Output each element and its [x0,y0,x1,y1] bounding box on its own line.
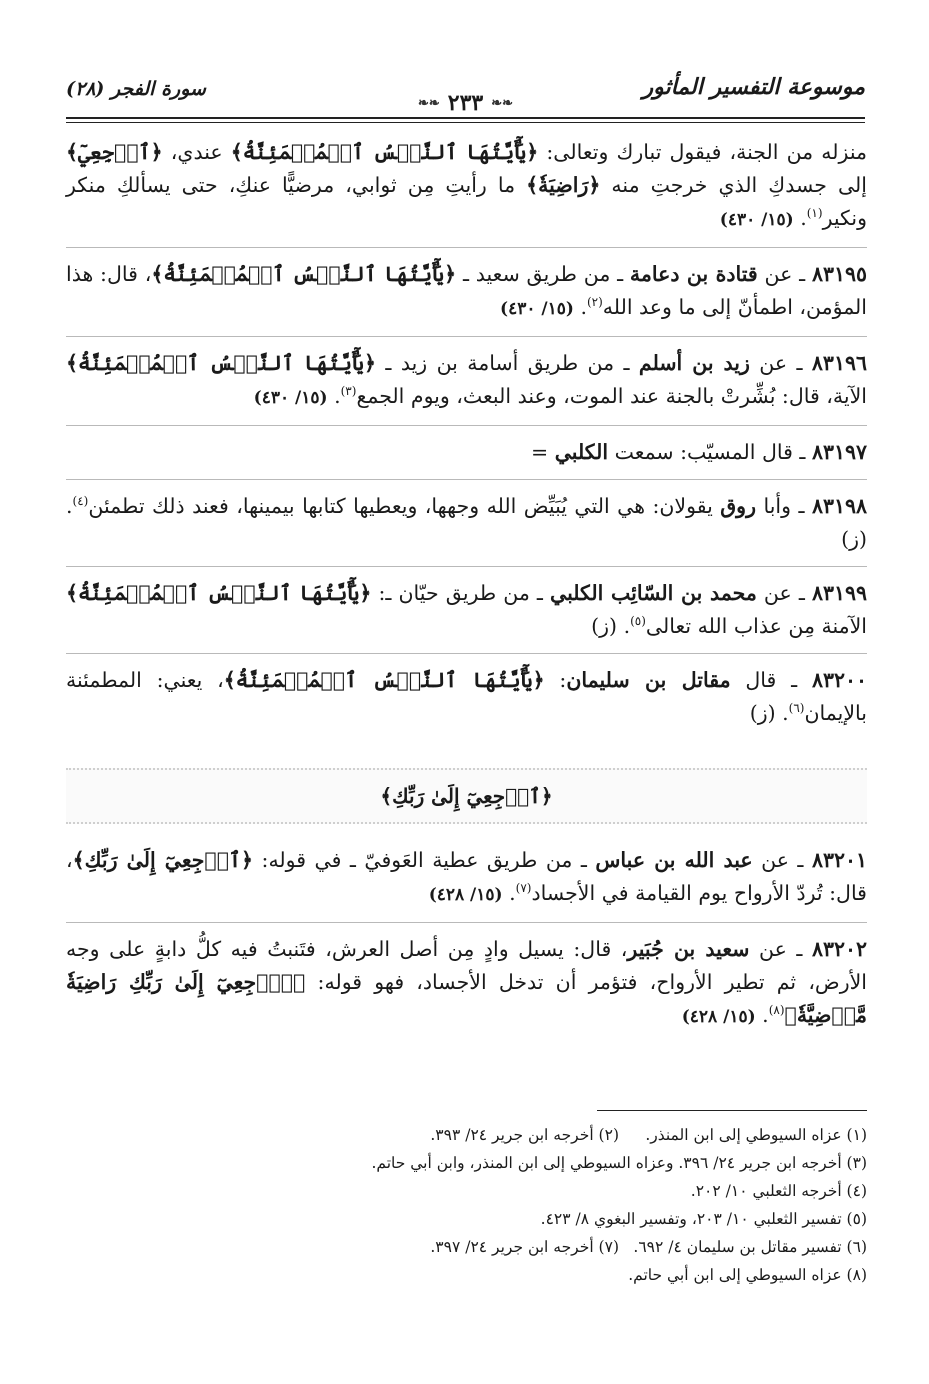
ornament-icon: ❧❧ [417,95,440,111]
running-header [66,70,865,116]
footnote-row [66,1233,867,1261]
footnote-marker: (٥) [630,614,646,629]
text: ـ وأبا [755,494,812,518]
footnote-7: (٧) أخرجه ابن جرير ٢٤/ ٣٩٧. [430,1238,619,1256]
text: الآمنة مِن عذاب الله تعالى [645,614,867,638]
narrator-name: قتادة بن دعامة [629,262,758,286]
main-text [66,136,867,1054]
text: . [327,384,341,408]
paragraph-83195 [66,258,867,337]
paragraph-83198 [66,490,867,567]
text: ـ من طريق عطية العَوفيّ ـ في قوله: [253,848,596,872]
footnote-4: (٤) أخرجه الثعلبي ١٠/ ٢٠٢. [690,1182,867,1200]
text: ـ عن [749,937,812,961]
footnote-marker: (٨) [768,1003,785,1018]
footnote-marker: (١) [806,206,823,221]
text: منزله من الجنة، فيقول تبارك وتعالى: [538,140,867,164]
paragraph-83201 [66,844,867,923]
header-rule-thin [66,122,865,123]
volume-reference: (١٥/ ٤٣٠) [719,210,794,230]
entry-number: ٨٣١٩٥ [811,262,868,286]
text: : [544,668,567,692]
footnote-row [66,1121,867,1149]
quran-quote: ﴿يَٰٓأَيَّتُهَا ٱلنَّفۡسُ ٱلۡمُطۡمَئِنَّةُ﴾ [223,668,545,692]
footnote-marker: (٢) [586,295,603,310]
text: ـ قال [730,668,812,692]
text: ـ عن [757,262,812,286]
text: ، قال: يسيل وادٍ مِن أصل العرش، فتَنبتُ فيه كلُّ دابةٍ على وجه الأرض، ثم تطير الأرواح، فتؤمر أن تدخل الأجساد، فهو قوله: [66,937,868,994]
paragraph-83202 [66,933,867,1044]
text: . (ز) [591,614,631,638]
section-heading-banner [66,768,867,824]
footnote-marker: (٦) [788,701,805,716]
volume-reference: (١٥/ ٤٣٠) [500,299,574,319]
footnote-row [66,1149,867,1177]
narrator-name: زيد بن أسلم [638,351,750,375]
footnote-row [66,1261,867,1289]
quran-quote: ﴿ٱرۡجِعِيٓ إِلَىٰ رَبِّكِ﴾ [72,848,254,872]
footnote-5: (٥) تفسير الثعلبي ١٠/ ٢٠٣، وتفسير البغوي ٨/ ٤٢٣. [540,1210,867,1228]
footnote-2: (٢) أخرجه ابن جرير ٢٤/ ٣٩٣. [430,1126,619,1144]
text: . [573,295,587,319]
footnote-row [66,1177,867,1205]
footnote-8: (٨) عزاه السيوطي إلى ابن أبي حاتم. [628,1266,867,1284]
text: . [755,1003,769,1027]
footnote-1: (١) عزاه السيوطي إلى ابن المنذر. [645,1126,867,1144]
narrator-name: الكلبي [554,440,609,464]
text: يقولان: هي التي يُبَيِّض الله وجهها، ويعطيها كتابها بيمينها، فعند ذلك تطمئن [88,494,721,518]
page-number-box [418,90,513,116]
book-title: موسوعة التفسير المأثور [642,74,865,100]
entry-number: ٨٣٢٠٠ [811,668,867,692]
text: . [502,881,516,905]
paragraph-83197 [66,436,867,480]
narrator-name: مقاتل بن سليمان [566,668,731,692]
footnote-marker: (٧) [515,881,532,896]
footnote-row [66,1205,867,1233]
volume-reference: (١٥/ ٤٣٠) [253,388,328,408]
text: الآية، قال: بُشِّرتْ بالجنة عند الموت، وعند البعث، ويوم الجمع [356,384,867,408]
entry-number: ٨٣٢٠١ [811,848,867,872]
footnote-marker: (٣) [340,384,357,399]
quran-quote: ﴿ٱرۡجِعِيٓ إِلَىٰ رَبِّكِ رَاضِيَةٗ مَّرۡضِيَّةٗ﴾ [66,970,867,1027]
entry-number: ٨٣١٩٩ [811,581,867,605]
narrator-name: محمد بن السّائِب الكلبي [549,581,757,605]
entry-number: ٨٣١٩٨ [811,494,867,518]
quran-quote: ﴿يَٰٓأَيَّتُهَا ٱلنَّفۡسُ ٱلۡمُطۡمَئِنَّةُ﴾ [230,140,539,164]
footnotes [66,1110,867,1289]
section-heading: ﴿ٱرۡجِعِيٓ إِلَىٰ رَبِّكِ﴾ [380,783,553,808]
text: ما رأيتِ مِن ثوابي، مرضيًّا عنكِ، حتى يسألكِ منكر ونكير [66,173,867,230]
text: ـ عن [749,351,812,375]
quran-quote: ﴿رَاضِيَةٗ﴾ [526,173,601,197]
text: ـ من طريق حيّان ـ: [371,581,550,605]
quran-quote: ﴿يَٰٓأَيَّتُهَا ٱلنَّفۡسُ ٱلۡمُطۡمَئِنَّةُ﴾ [151,262,457,286]
text: ، قال: هذا المؤمن، اطمأنّ إلى ما وعد الله [66,262,867,319]
footnote-marker: (٤) [72,494,89,509]
text: . [793,206,807,230]
paragraph-intro [66,136,867,248]
header-rule [66,117,865,119]
footnote-3: (٣) أخرجه ابن جرير ٢٤/ ٣٩٦. وعزاه السيوطي إلى ابن المنذر، وابن أبي حاتم. [371,1154,867,1172]
paragraph-83200 [66,664,867,740]
volume-reference: (١٥/ ٤٢٨) [428,885,503,905]
narrator-name: روق [720,494,756,518]
narrator-name: عبد الله بن عباس [595,848,753,872]
entry-number: ٨٣١٩٧ [811,440,867,464]
surah-label: سورة الفجر (٢٨) [66,78,206,100]
narrator-name: سعيد بن جُبَير [627,937,750,961]
paragraph-83196 [66,347,867,426]
quran-quote: ﴿يَٰٓأَيَّتُهَا ٱلنَّفۡسُ ٱلۡمُطۡمَئِنَّةُ﴾ [66,351,377,375]
text: . (ز) [749,701,789,725]
text: عندي، [162,140,231,164]
text: ، يعني: المطمئنة بالإيمان [66,668,867,725]
entry-number: ٨٣٢٠٢ [811,937,868,961]
text: ـ عن [752,848,812,872]
text: ، قال: تُردّ الأرواح يوم القيامة في الأجساد [66,848,867,905]
ornament-icon: ❧❧ [491,95,514,111]
text: ـ من طريق سعيد ـ [456,262,630,286]
text: . (ز) [66,494,867,551]
text: = [531,440,555,464]
quran-quote: ﴿ٱرۡجِعِيٓ﴾ [66,140,163,164]
paragraph-83199 [66,577,867,654]
text: إلى جسدكِ الذي خرجتِ منه [600,173,868,197]
page-number: ٢٣٣ [447,90,484,116]
text: ـ من طريق أسامة بن زيد ـ [376,351,639,375]
text: ـ قال المسيّب: سمعت [608,440,812,464]
quran-quote: ﴿يَٰٓأَيَّتُهَا ٱلنَّفۡسُ ٱلۡمُطۡمَئِنَّةُ﴾ [66,581,372,605]
footnote-6: (٦) تفسير مقاتل بن سليمان ٤/ ٦٩٢. [633,1238,867,1256]
volume-reference: (١٥/ ٤٢٨) [681,1007,756,1027]
footnote-separator [597,1110,867,1111]
entry-number: ٨٣١٩٦ [811,351,867,375]
text: ـ عن [756,581,812,605]
